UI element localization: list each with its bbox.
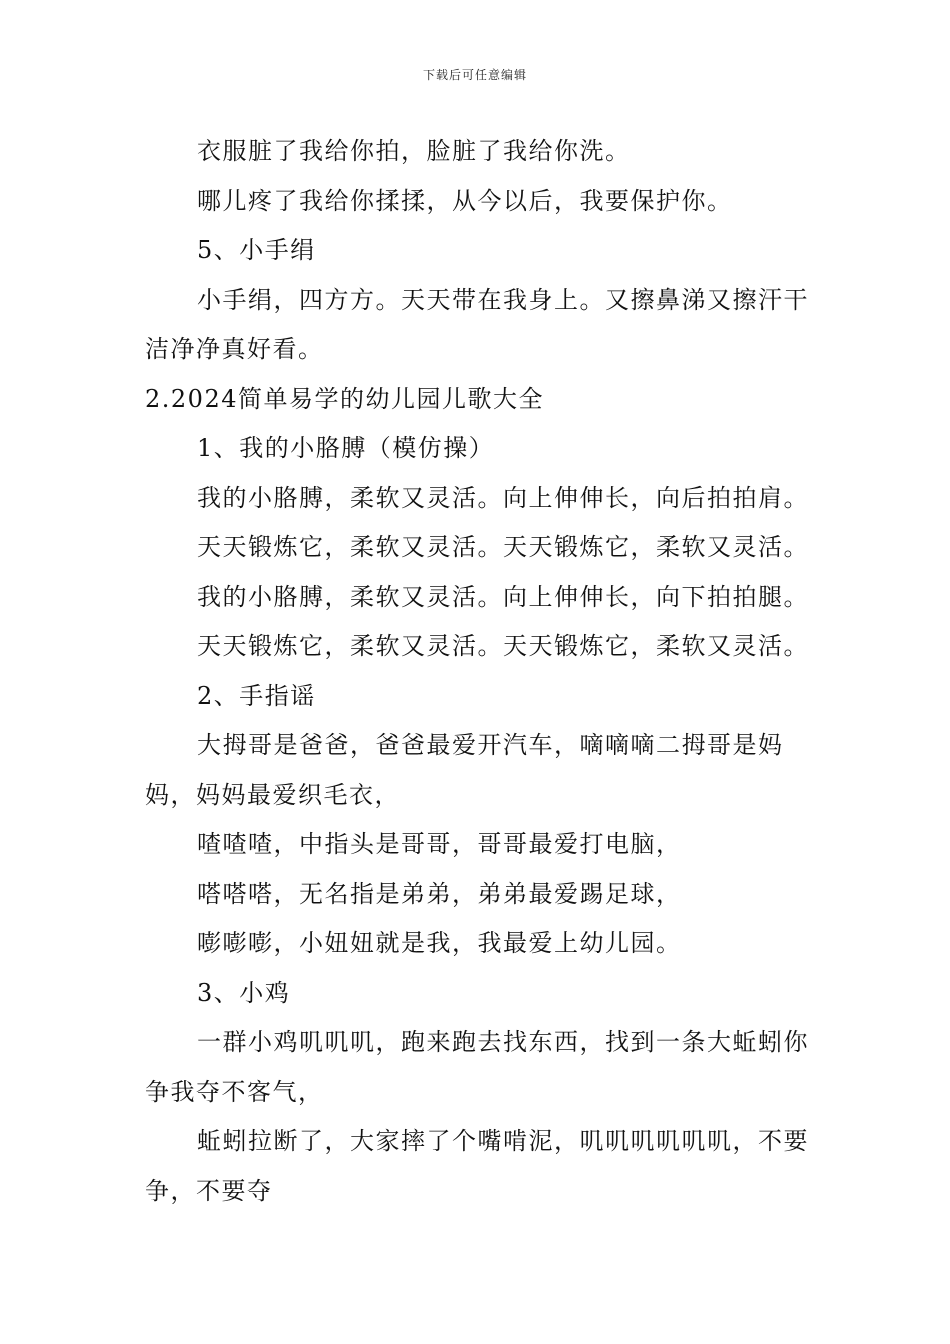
paragraph: 衣服脏了我给你拍，脸脏了我给你洗。 <box>197 137 631 165</box>
paragraph: 嗒嗒嗒，无名指是弟弟，弟弟最爱踢足球， <box>197 879 682 908</box>
paragraph: 我的小胳膊，柔软又灵活。向上伸伸长，向下拍拍腿。 <box>197 582 809 611</box>
paragraph: 哪儿疼了我给你揉揉，从今以后，我要保护你。 <box>197 186 733 215</box>
section-heading: 3、小鸡 <box>197 978 291 1007</box>
paragraph: 天天锻炼它，柔软又灵活。天天锻炼它，柔软又灵活。 <box>197 533 809 561</box>
paragraph: 大拇哥是爸爸，爸爸最爱开汽车，嘀嘀嘀二拇哥是妈妈，妈妈最爱织毛衣， <box>145 731 784 809</box>
paragraph: 喳喳喳，中指头是哥哥，哥哥最爱打电脑， <box>197 830 682 858</box>
paragraph: 一群小鸡叽叽叽，跑来跑去找东西，找到一条大蚯蚓你争我夺不客气， <box>145 1028 809 1106</box>
section-heading: 1、我的小胳膊（模仿操） <box>197 434 495 462</box>
paragraph: 我的小胳膊，柔软又灵活。向上伸伸长，向后拍拍肩。 <box>197 483 809 512</box>
chapter-heading: 2.2024简单易学的幼儿园儿歌大全 <box>145 384 544 413</box>
section-heading: 2、手指谣 <box>197 681 316 710</box>
paragraph: 嘭嘭嘭，小妞妞就是我，我最爱上幼儿园。 <box>197 929 682 957</box>
paragraph: 小手绢，四方方。天天带在我身上。又擦鼻涕又擦汗干洁净净真好看。 <box>145 285 809 363</box>
page-header-note: 下载后可任意编辑 <box>422 68 527 82</box>
paragraph: 天天锻炼它，柔软又灵活。天天锻炼它，柔软又灵活。 <box>197 632 809 660</box>
section-heading: 5、小手绢 <box>197 236 316 264</box>
document-body <box>145 127 810 1216</box>
paragraph: 蚯蚓拉断了，大家摔了个嘴啃泥，叽叽叽叽叽叽，不要争，不要夺 <box>145 1127 809 1205</box>
